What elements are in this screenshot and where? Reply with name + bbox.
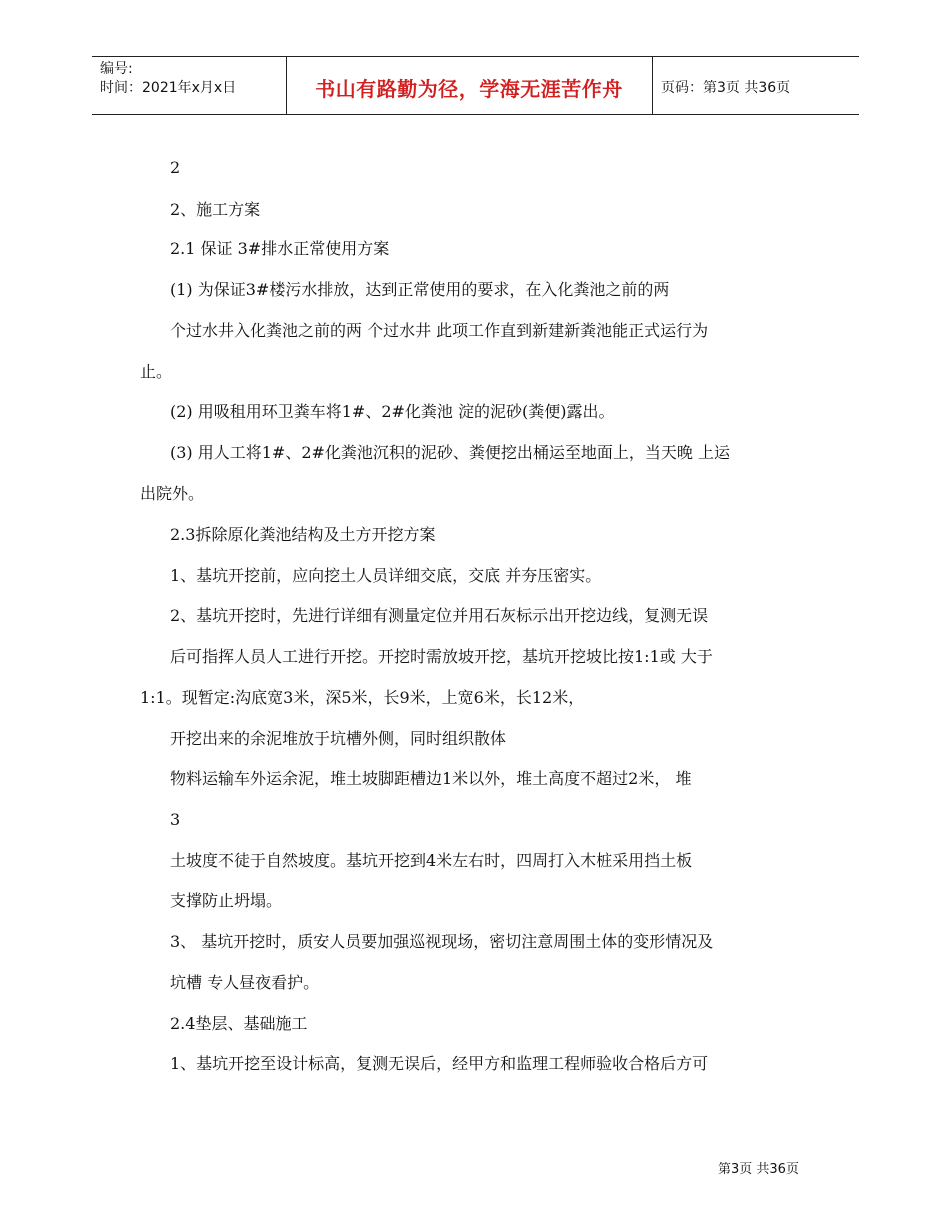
header-motto: 书山有路勤为径，学海无涯苦作舟: [315, 77, 623, 101]
body-line: 出院外。: [140, 484, 205, 503]
body-line: 2.4垫层、基础施工: [170, 1014, 308, 1033]
header-time-label: 时间：2021年x月x日: [100, 80, 237, 96]
footer-page-number: 第3页 共36页: [718, 1162, 799, 1177]
body-line: 个过水井入化粪池之前的两 个过水井 此项工作直到新建新粪池能正式运行为: [170, 321, 709, 340]
body-line: 物料运输车外运余泥，堆土坡脚距槽边1米以外，堆土高度不超过2米， 堆: [170, 769, 692, 788]
page-number-inline: 3: [170, 810, 181, 829]
body-line: 2、施工方案: [170, 200, 261, 219]
body-line: 2、基坑开挖时，先进行详细有测量定位并用石灰标示出开挖边线，复测无误: [170, 606, 709, 625]
body-line: 土坡度不徒于自然坡度。基坑开挖到4米左右时，四周打入木桩采用挡土板: [170, 851, 693, 870]
body-line: 2: [170, 158, 181, 177]
header-divider-right: [652, 56, 653, 114]
body-line: 1、基坑开挖至设计标高，复测无误后，经甲方和监理工程师验收合格后方可: [170, 1054, 709, 1073]
body-line: 1:1。现暂定:沟底宽3米，深5米，长9米，上宽6米，长12米，: [140, 688, 585, 707]
header-page-label: 页码：第3页 共36页: [661, 80, 791, 96]
body-line: 2.1 保证 3#排水正常使用方案: [170, 239, 390, 258]
header-divider-left: [286, 56, 287, 114]
body-line: 坑槽 专人昼夜看护。: [170, 973, 320, 992]
body-line: (2) 用吸租用环卫粪车将1#、2#化粪池 淀的泥砂(粪便)露出。: [170, 402, 615, 421]
body-line: 后可指挥人员人工进行开挖。开挖时需放坡开挖，基坑开挖坡比按1:1或 大于: [170, 647, 713, 666]
body-line: 开挖出来的余泥堆放于坑槽外侧，同时组织散体: [170, 729, 507, 748]
header-top-rule: [92, 56, 859, 57]
body-line: 1、基坑开挖前，应向挖土人员详细交底，交底 并夯压密实。: [170, 566, 602, 585]
header-bottom-rule: [92, 114, 859, 115]
body-line: 支撑防止坍塌。: [170, 891, 283, 910]
body-line: (3) 用人工将1#、2#化粪池沉积的泥砂、粪便挖出桶运至地面上，当天晚 上运: [170, 443, 731, 462]
body-line: (1) 为保证3#楼污水排放，达到正常使用的要求，在入化粪池之前的两: [170, 280, 670, 299]
header-serial-label: 编号:: [100, 61, 133, 77]
body-line: 2.3拆除原化粪池结构及土方开挖方案: [170, 525, 436, 544]
body-line: 3、 基坑开挖时，质安人员要加强巡视现场，密切注意周围土体的变形情况及: [170, 932, 714, 951]
body-line: 止。: [140, 362, 173, 381]
